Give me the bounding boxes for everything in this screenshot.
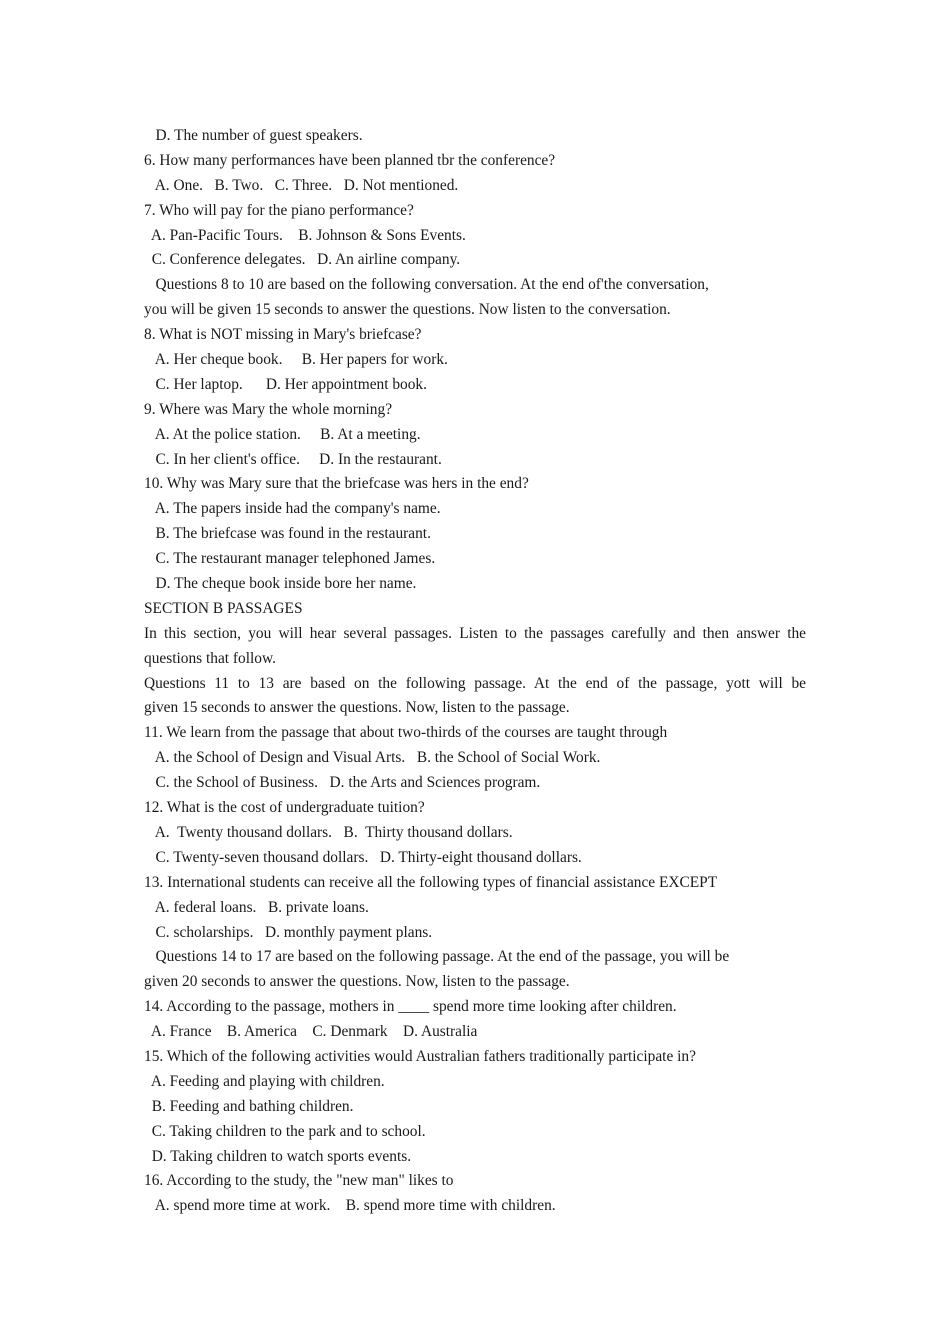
text-line: D. Taking children to watch sports events. bbox=[144, 1147, 412, 1165]
text-line: A. the School of Design and Visual Arts. B. the School of Social Work. bbox=[144, 749, 601, 767]
text-line: A. Pan-Pacific Tours. B. Johnson & Sons Events. bbox=[144, 226, 466, 244]
text-line: 13. International students can receive all the following types of financial assistance EXCEPT bbox=[144, 873, 718, 891]
text-line: 12. What is the cost of undergraduate tuition? bbox=[144, 799, 425, 817]
text-line: Questions 11 to 13 are based on the following passage. At the end of the passage, yott will be bbox=[144, 674, 806, 692]
text-line: D. The cheque book inside bore her name. bbox=[144, 575, 417, 593]
text-line: C. Conference delegates. D. An airline company. bbox=[144, 251, 461, 269]
text-line: Questions 14 to 17 are based on the following passage. At the end of the passage, you will be bbox=[144, 948, 730, 966]
document-page bbox=[144, 124, 806, 1219]
text-line: A. At the police station. B. At a meeting. bbox=[144, 425, 421, 443]
text-line: C. the School of Business. D. the Arts and Sciences program. bbox=[144, 774, 541, 792]
text-line: A. federal loans. B. private loans. bbox=[144, 898, 369, 916]
text-line: 7. Who will pay for the piano performance? bbox=[144, 201, 414, 219]
text-line: A. France B. America C. Denmark D. Australia bbox=[144, 1023, 478, 1041]
text-line: 10. Why was Mary sure that the briefcase was hers in the end? bbox=[144, 475, 529, 493]
text-line: In this section, you will hear several passages. Listen to the passages carefully and then answer the bbox=[144, 624, 806, 642]
text-line: A. The papers inside had the company's name. bbox=[144, 500, 441, 518]
text-line: 8. What is NOT missing in Mary's briefcase? bbox=[144, 326, 422, 344]
text-line: 11. We learn from the passage that about two-thirds of the courses are taught through bbox=[144, 724, 668, 742]
text-line: SECTION B PASSAGES bbox=[144, 599, 303, 617]
text-line: A. spend more time at work. B. spend more time with children. bbox=[144, 1197, 556, 1215]
text-line: 6. How many performances have been planned tbr the conference? bbox=[144, 151, 556, 169]
text-line: A. Feeding and playing with children. bbox=[144, 1072, 385, 1090]
text-line: A. Twenty thousand dollars. B. Thirty thousand dollars. bbox=[144, 823, 513, 841]
text-line: B. Feeding and bathing children. bbox=[144, 1097, 354, 1115]
text-line: 15. Which of the following activities would Australian fathers traditionally participate in? bbox=[144, 1047, 696, 1065]
text-line: C. Twenty-seven thousand dollars. D. Thirty-eight thousand dollars. bbox=[144, 848, 582, 866]
text-line: given 15 seconds to answer the questions. Now, listen to the passage. bbox=[144, 699, 570, 717]
text-line: C. Taking children to the park and to school. bbox=[144, 1122, 426, 1140]
text-line: C. The restaurant manager telephoned James. bbox=[144, 550, 436, 568]
text-line: B. The briefcase was found in the restaurant. bbox=[144, 525, 431, 543]
text-line: C. scholarships. D. monthly payment plans. bbox=[144, 923, 433, 941]
text-line: 14. According to the passage, mothers in ____ spend more time looking after children. bbox=[144, 998, 677, 1016]
text-line: 16. According to the study, the "new man" likes to bbox=[144, 1172, 454, 1190]
text-line: questions that follow. bbox=[144, 649, 276, 667]
text-line: Questions 8 to 10 are based on the following conversation. At the end of'the conversation, bbox=[144, 276, 709, 294]
text-line: D. The number of guest speakers. bbox=[144, 127, 363, 144]
text-line: C. In her client's office. D. In the restaurant. bbox=[144, 450, 442, 468]
text-line: A. Her cheque book. B. Her papers for work. bbox=[144, 351, 448, 369]
text-line: given 20 seconds to answer the questions. Now, listen to the passage. bbox=[144, 973, 570, 991]
text-line: A. One. B. Two. C. Three. D. Not mentioned. bbox=[144, 176, 459, 194]
text-line: you will be given 15 seconds to answer the questions. Now listen to the conversation. bbox=[144, 301, 671, 319]
text-line: C. Her laptop. D. Her appointment book. bbox=[144, 375, 427, 393]
text-line: 9. Where was Mary the whole morning? bbox=[144, 400, 393, 418]
